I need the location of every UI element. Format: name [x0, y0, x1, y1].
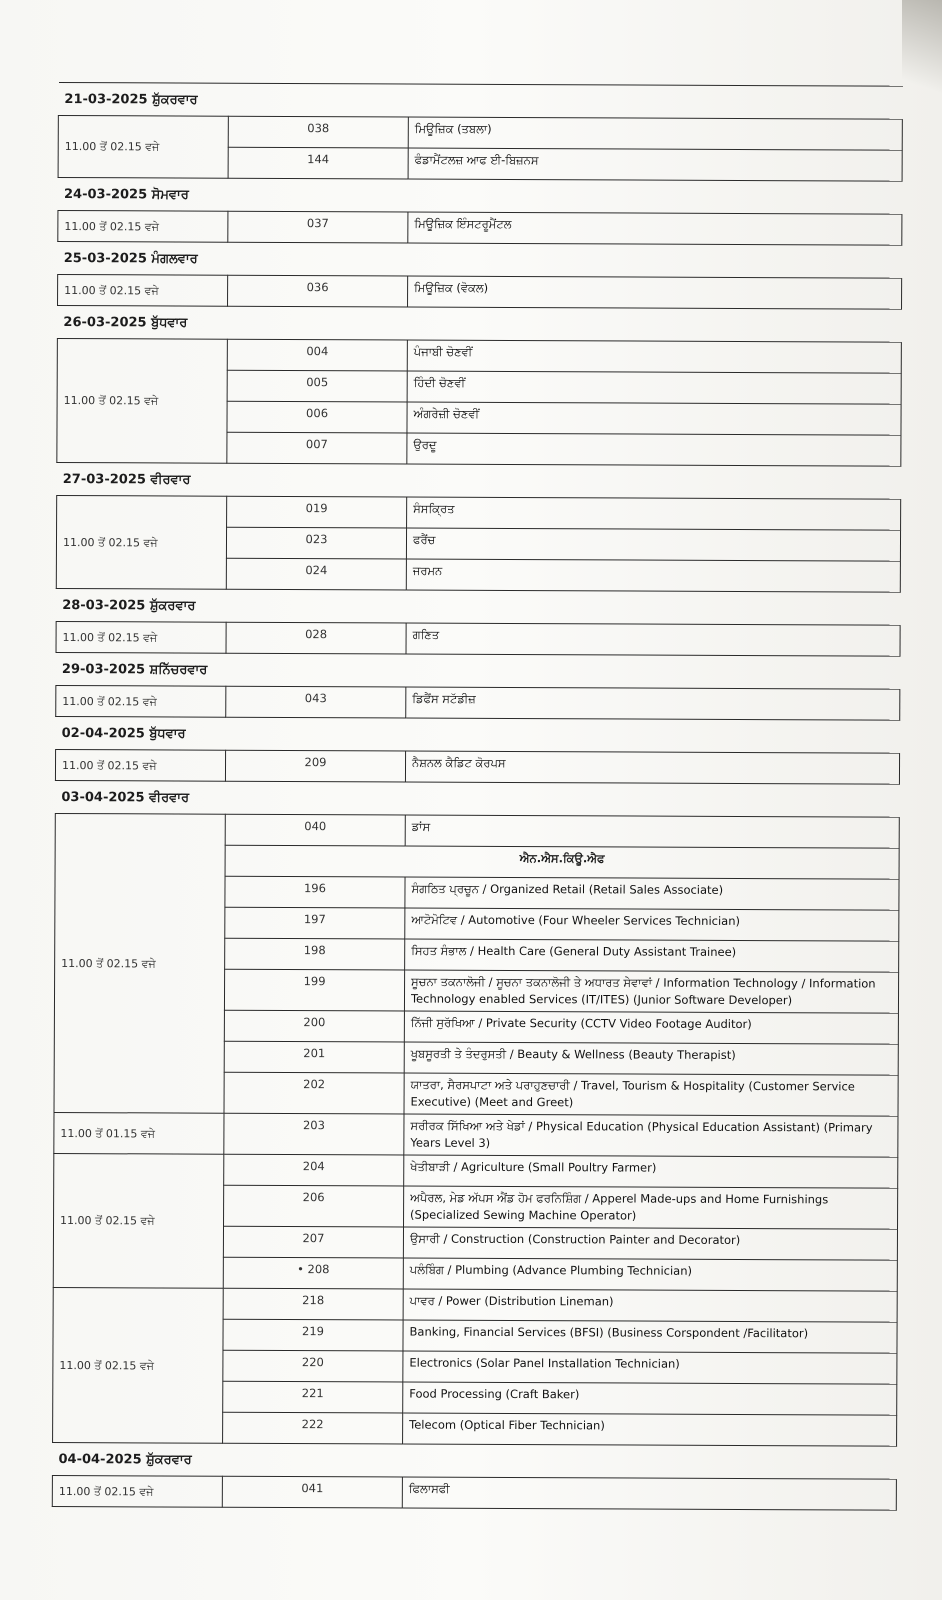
subject-code: 199 — [224, 969, 404, 1011]
subject-code: 019 — [227, 496, 407, 528]
subject-name: ਹਿੰਦੀ ਚੋਣਵੀਂ — [407, 371, 901, 404]
subject-code: 206 — [224, 1185, 404, 1227]
subject-code: 007 — [227, 432, 407, 464]
subject-name: ਸੰਗਠਿਤ ਪ੍ਰਚੂਨ / Organized Retail (Retail Sales Associate) — [405, 877, 899, 910]
exam-date: 21-03-2025 ਸ਼ੁੱਕਰਵਾਰ — [58, 83, 902, 120]
subject-row — [54, 1153, 898, 1188]
exam-time: 11.00 ਤੋਂ 01.15 ਵਜੇ — [54, 1112, 224, 1154]
subject-name: ਉਰਦੂ — [407, 433, 901, 466]
subject-name: ਨਿੱਜੀ ਸੁਰੱਖਿਆ / Private Security (CCTV Video Footage Auditor) — [404, 1011, 898, 1044]
date-row — [57, 306, 901, 343]
subject-code: 220 — [223, 1350, 403, 1382]
subject-row — [53, 1287, 897, 1322]
exam-date: 03-04-2025 ਵੀਰਵਾਰ — [55, 780, 899, 817]
subject-code: 005 — [227, 370, 407, 402]
subject-name: ਖੂਬਸੂਰਤੀ ਤੇ ਤੰਦਰੁਸਤੀ / Beauty & Wellness (Beauty Therapist) — [404, 1042, 898, 1075]
subject-name: ਸੂਚਨਾ ਤਕਨਾਲੋਜੀ / ਸੂਚਨਾ ਤਕਨਾਲੋਜੀ ਤੇ ਅਧਾਰਤ ਸੇਵਾਵਾਂ / Information Technology / Information Technology enabled Services (IT/ITES) (Junior Software Developer) — [404, 970, 898, 1013]
subject-name: ਪਲੰਬਿੰਗ / Plumbing (Advance Plumbing Technician) — [403, 1258, 897, 1291]
subject-name: Telecom (Optical Fiber Technician) — [403, 1413, 897, 1446]
exam-time: 11.00 ਤੋਂ 02.15 ਵਜੇ — [53, 1153, 224, 1288]
subject-code: 041 — [222, 1476, 402, 1508]
subject-name: ਜਰਮਨ — [406, 559, 900, 592]
subject-name: ਫਿਲਾਸਫੀ — [402, 1477, 896, 1510]
subject-name: ਪੰਜਾਬੀ ਚੋਣਵੀਂ — [407, 340, 901, 373]
subject-name: ਫਰੈਂਚ — [406, 528, 900, 561]
subject-name: ਸੰਸਕ੍ਰਿਤ — [407, 497, 901, 530]
subject-name: Banking, Financial Services (BFSI) (Business Corspondent /Facilitator) — [403, 1320, 897, 1353]
subject-code: 200 — [224, 1010, 404, 1042]
date-row — [55, 780, 899, 817]
date-row — [56, 588, 900, 625]
subject-code: 198 — [225, 938, 405, 970]
subject-code: 209 — [225, 750, 405, 782]
subject-code: 221 — [223, 1381, 403, 1413]
exam-date: 29-03-2025 ਸ਼ਨਿੱਚਰਵਾਰ — [56, 652, 900, 689]
subject-name: ਡਾਂਸ — [405, 815, 899, 848]
subject-code: 024 — [226, 558, 406, 590]
exam-date: 27-03-2025 ਵੀਰਵਾਰ — [57, 462, 901, 499]
exam-date: 02-04-2025 ਬੁੱਧਵਾਰ — [56, 716, 900, 753]
subject-code: 038 — [228, 116, 408, 148]
subject-row — [56, 685, 900, 720]
date-row — [56, 652, 900, 689]
exam-date: 04-04-2025 ਸ਼ੁੱਕਰਵਾਰ — [52, 1442, 896, 1479]
exam-time: 11.00 ਤੋਂ 02.15 ਵਜੇ — [56, 685, 226, 717]
subject-code: 006 — [227, 401, 407, 433]
subject-row — [52, 1475, 896, 1510]
subject-row — [54, 1112, 898, 1157]
subject-code: 219 — [223, 1319, 403, 1351]
date-row — [58, 178, 902, 215]
subject-name: ਆਟੋਮੋਟਿਵ / Automotive (Four Wheeler Services Technician) — [405, 908, 899, 941]
subject-code: 203 — [224, 1113, 404, 1155]
date-row — [58, 83, 902, 120]
subject-code: 023 — [226, 527, 406, 559]
subject-name: ਸਿਹਤ ਸੰਭਾਲ / Health Care (General Duty Assistant Trainee) — [405, 939, 899, 972]
subject-name: Food Processing (Craft Baker) — [403, 1382, 897, 1415]
subject-row — [55, 749, 899, 784]
exam-date: 25-03-2025 ਮੰਗਲਵਾਰ — [58, 242, 902, 279]
subject-code: 197 — [225, 907, 405, 939]
subject-code: 202 — [224, 1072, 404, 1114]
subject-row — [58, 116, 902, 151]
subject-name: ਪਾਵਰ / Power (Distribution Lineman) — [403, 1289, 897, 1322]
subject-name: ਅੰਗਰੇਜ਼ੀ ਚੋਣਵੀਂ — [407, 402, 901, 435]
subject-code: 028 — [226, 622, 406, 654]
date-row — [56, 716, 900, 753]
exam-date: 26-03-2025 ਬੁੱਧਵਾਰ — [57, 306, 901, 343]
subject-row — [56, 621, 900, 656]
date-row — [58, 242, 902, 279]
subject-name: ਮਿਊਜ਼ਿਕ (ਵੋਕਲ) — [408, 276, 902, 309]
subject-name: ਸਰੀਰਕ ਸਿੱਖਿਆ ਅਤੇ ਖੇਡਾਂ / Physical Education (Physical Education Assistant) (Primary Years Level 3) — [404, 1114, 898, 1157]
page-corner-shadow — [902, 0, 942, 120]
date-row — [57, 462, 901, 499]
subject-row — [57, 338, 901, 373]
exam-date: 28-03-2025 ਸ਼ੁੱਕਰਵਾਰ — [56, 588, 900, 625]
subject-row — [55, 813, 899, 848]
exam-time: 11.00 ਤੋਂ 02.15 ਵਜੇ — [56, 621, 226, 653]
subject-code: • 208 — [223, 1257, 403, 1289]
exam-time: 11.00 ਤੋਂ 02.15 ਵਜੇ — [56, 495, 226, 589]
subject-row — [57, 495, 901, 530]
exam-time: 11.00 ਤੋਂ 02.15 ਵਜੇ — [54, 813, 225, 1113]
subject-name: Electronics (Solar Panel Installation Technician) — [403, 1351, 897, 1384]
subject-code: 218 — [223, 1288, 403, 1320]
subject-name: ਗਣਿਤ — [406, 623, 900, 656]
exam-time: 11.00 ਤੋਂ 02.15 ਵਜੇ — [55, 749, 225, 781]
subject-name: ਅਪੈਰਲ, ਮੇਡ ਅੱਪਸ ਐਂਡ ਹੋਮ ਫਰਨਿਸ਼ਿੰਗ / Apperel Made-ups and Home Furnishings (Specialized Sewing Machine Operator) — [404, 1186, 898, 1229]
subject-code: 196 — [225, 876, 405, 908]
exam-schedule-table — [52, 82, 903, 1511]
subject-code: 201 — [224, 1041, 404, 1073]
subject-code: 204 — [224, 1154, 404, 1186]
subject-name: ਖੇਤੀਬਾੜੀ / Agriculture (Small Poultry Farmer) — [404, 1155, 898, 1188]
subject-code: 043 — [226, 686, 406, 718]
date-row — [52, 1442, 896, 1479]
subject-code: 004 — [227, 339, 407, 371]
subject-name: ਡਿਫੈਂਸ ਸਟੱਡੀਜ਼ — [406, 687, 900, 720]
exam-time: 11.00 ਤੋਂ 02.15 ਵਜੇ — [58, 275, 228, 307]
subject-name: ਮਿਊਜ਼ਿਕ ਇੰਸਟਰੂਮੈਂਟਲ — [408, 212, 902, 245]
subject-name: ਫੰਡਾਮੈਂਟਲਜ਼ ਆਫ ਈ-ਬਿਜ਼ਨਸ — [408, 148, 902, 181]
subject-code: 037 — [228, 211, 408, 243]
subject-code: 036 — [228, 275, 408, 307]
subject-row — [58, 211, 902, 246]
section-heading: ਐਨ.ਐਸ.ਕਿਊ.ਐਫ — [225, 845, 899, 879]
subject-name: ਮਿਊਜ਼ਿਕ (ਤਬਲਾ) — [408, 117, 902, 150]
subject-name: ਨੈਸ਼ਨਲ ਕੈਡਿਟ ਕੋਰਪਸ — [405, 751, 899, 784]
exam-time: 11.00 ਤੋਂ 02.15 ਵਜੇ — [58, 211, 228, 243]
exam-time: 11.00 ਤੋਂ 02.15 ਵਜੇ — [53, 1287, 224, 1443]
subject-code: 207 — [223, 1226, 403, 1258]
exam-time: 11.00 ਤੋਂ 02.15 ਵਜੇ — [57, 338, 228, 463]
subject-code: 222 — [223, 1412, 403, 1444]
subject-row — [58, 275, 902, 310]
subject-code: 144 — [228, 147, 408, 179]
subject-name: ਉਸਾਰੀ / Construction (Construction Painter and Decorator) — [403, 1227, 897, 1260]
subject-name: ਯਾਤਰਾ, ਸੈਰਸਪਾਟਾ ਅਤੇ ਪਰਾਹੁਣਚਾਰੀ / Travel, Tourism & Hospitality (Customer Service Executive) (Meet and Greet) — [404, 1073, 898, 1116]
exam-date: 24-03-2025 ਸੋਮਵਾਰ — [58, 178, 902, 215]
exam-time: 11.00 ਤੋਂ 02.15 ਵਜੇ — [58, 116, 228, 179]
exam-time: 11.00 ਤੋਂ 02.15 ਵਜੇ — [52, 1475, 222, 1507]
subject-code: 040 — [225, 814, 405, 846]
